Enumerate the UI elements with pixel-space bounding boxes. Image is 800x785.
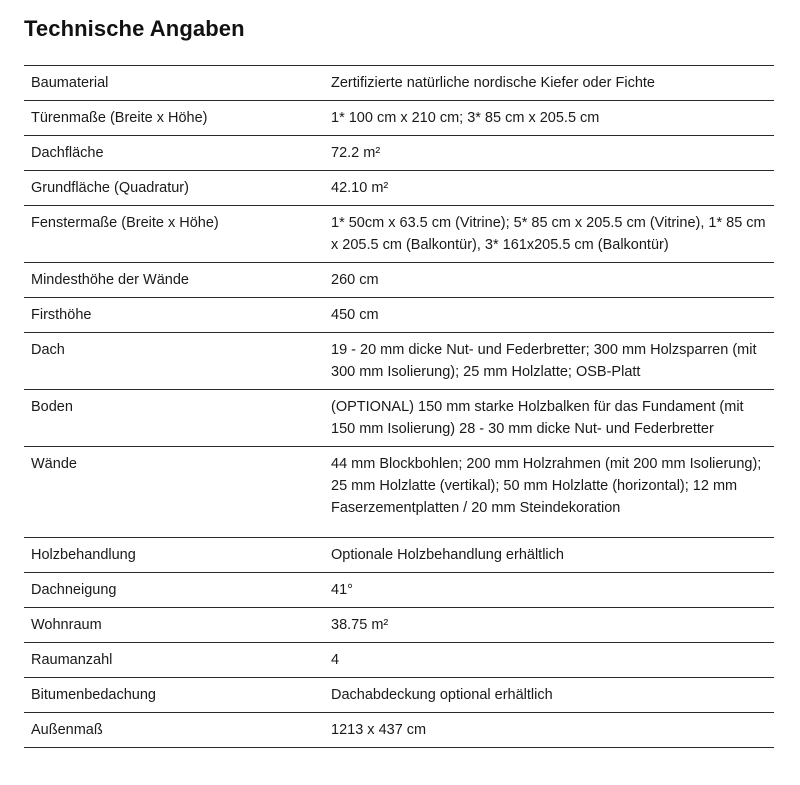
spec-label: Dach xyxy=(24,333,324,390)
spec-value: 41° xyxy=(324,573,774,608)
spec-value: 1213 x 437 cm xyxy=(324,713,774,748)
spec-value: 42.10 m² xyxy=(324,171,774,206)
table-row xyxy=(24,713,774,748)
spec-label: Fenstermaße (Breite x Höhe) xyxy=(24,206,324,263)
table-row xyxy=(24,101,774,136)
spec-value: 38.75 m² xyxy=(324,608,774,643)
spec-value: 19 - 20 mm dicke Nut- und Federbretter; 300 mm Holzsparren (mit 300 mm Isolierung); 25 mm Holzlatte; OSB-Platt xyxy=(324,333,774,390)
table-row xyxy=(24,643,774,678)
spec-value: 44 mm Blockbohlen; 200 mm Holzrahmen (mit 200 mm Isolierung); 25 mm Holzlatte (vertikal); 50 mm Holzlatte (horizontal); 12 mm Faserzementplatten / 20 mm Steindekoration xyxy=(324,447,774,538)
spec-table xyxy=(24,65,774,748)
spec-value: 1* 50cm x 63.5 cm (Vitrine); 5* 85 cm x 205.5 cm (Vitrine), 1* 85 cm x 205.5 cm (Balkontür), 3* 161x205.5 cm (Balkontür) xyxy=(324,206,774,263)
spec-label: Boden xyxy=(24,390,324,447)
spec-label: Außenmaß xyxy=(24,713,324,748)
spec-label: Bitumenbedachung xyxy=(24,678,324,713)
spec-value: Optionale Holzbehandlung erhältlich xyxy=(324,538,774,573)
spec-label: Wohnraum xyxy=(24,608,324,643)
spec-value: 4 xyxy=(324,643,774,678)
table-row xyxy=(24,136,774,171)
spec-label: Wände xyxy=(24,447,324,538)
table-row xyxy=(24,608,774,643)
spec-label: Dachfläche xyxy=(24,136,324,171)
table-row xyxy=(24,538,774,573)
spec-label: Baumaterial xyxy=(24,66,324,101)
spec-label: Mindesthöhe der Wände xyxy=(24,263,324,298)
table-row xyxy=(24,66,774,101)
spec-value: 72.2 m² xyxy=(324,136,774,171)
table-row xyxy=(24,298,774,333)
spec-value: (OPTIONAL) 150 mm starke Holzbalken für das Fundament (mit 150 mm Isolierung) 28 - 30 mm dicke Nut- und Federbretter xyxy=(324,390,774,447)
spec-label: Holzbehandlung xyxy=(24,538,324,573)
spec-value: Zertifizierte natürliche nordische Kiefer oder Fichte xyxy=(324,66,774,101)
spec-value: 450 cm xyxy=(324,298,774,333)
spec-label: Firsthöhe xyxy=(24,298,324,333)
spec-value: 1* 100 cm x 210 cm; 3* 85 cm x 205.5 cm xyxy=(324,101,774,136)
table-row xyxy=(24,678,774,713)
spec-value: 260 cm xyxy=(324,263,774,298)
page-title: Technische Angaben xyxy=(24,16,245,41)
spec-label: Grundfläche (Quadratur) xyxy=(24,171,324,206)
table-row xyxy=(24,206,774,263)
table-row xyxy=(24,390,774,447)
spec-label: Raumanzahl xyxy=(24,643,324,678)
spec-label: Dachneigung xyxy=(24,573,324,608)
table-row xyxy=(24,263,774,298)
spec-value: Dachabdeckung optional erhältlich xyxy=(324,678,774,713)
table-row xyxy=(24,573,774,608)
spec-label: Türenmaße (Breite x Höhe) xyxy=(24,101,324,136)
table-row xyxy=(24,171,774,206)
table-row xyxy=(24,447,774,538)
table-row xyxy=(24,333,774,390)
